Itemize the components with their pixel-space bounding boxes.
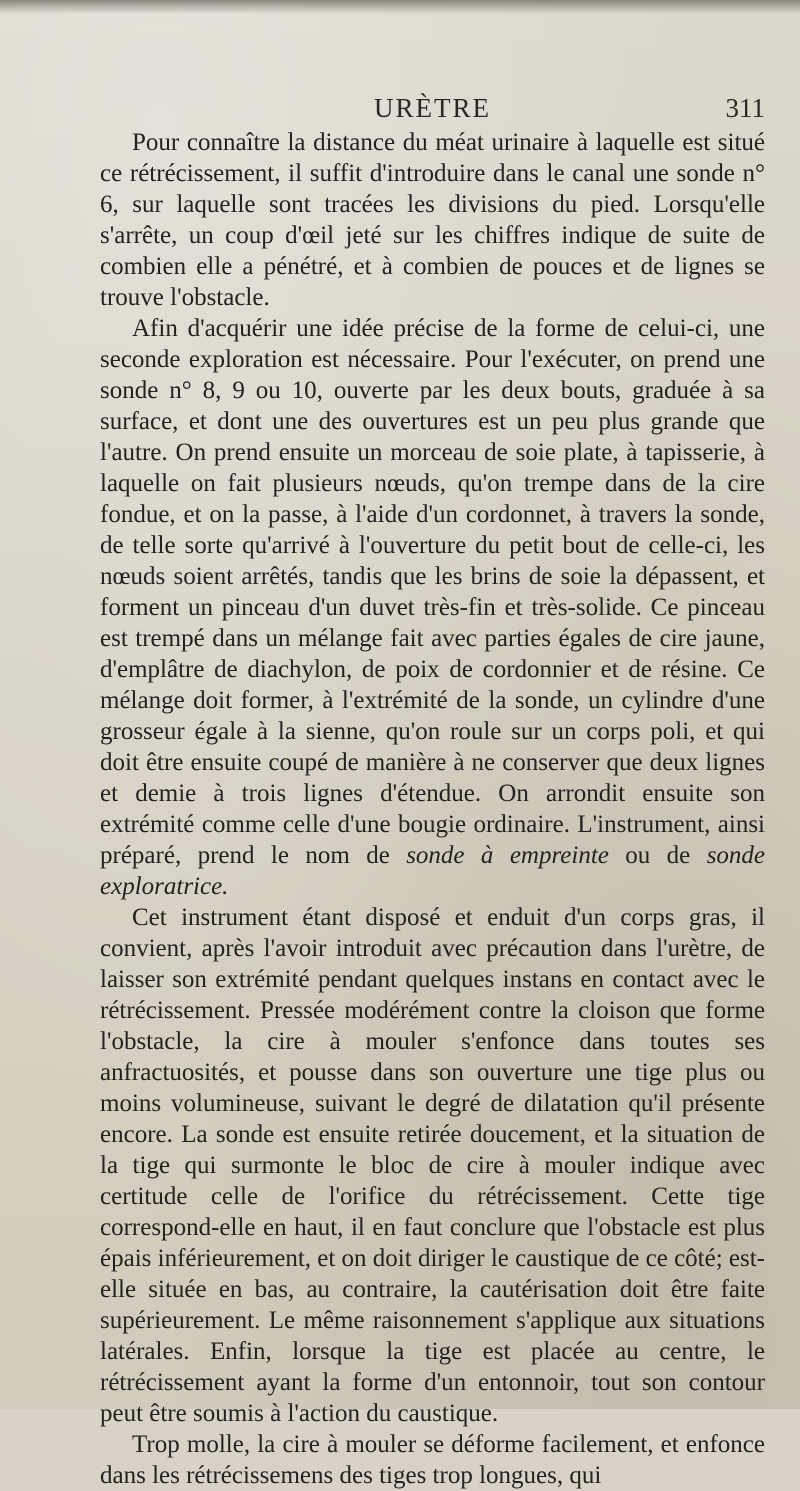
- paragraph-1: Pour connaître la distance du méat urinaire à laquelle est situé ce rétrécissement, il suffit d'introduire dans le canal une sonde n° 6, sur laquelle sont tracées les divisions du pied. Lorsqu'elle s'arrête, un coup d'œil jeté sur les chiffres indique de suite de combien elle a pénétré, et à combien de pouces et de lignes se trouve l'obstacle.: [100, 129, 765, 311]
- page-edge-shadow: [0, 0, 800, 14]
- paragraph-2-text: Afin d'acquérir une idée précise de la forme de celui-ci, une seconde exploration est nécessaire. Pour l'exécuter, on prend une sonde n° 8, 9 ou 10, ouverte par les deux bouts, graduée à sa surface, et dont une des ouvertures est un peu plus grande que l'autre. On prend ensuite un morceau de soie plate, à tapisserie, à laquelle on fait plusieurs nœuds, qu'on trempe dans de la cire fondue, et on la passe, à l'aide d'un cordonnet, à travers la sonde, de telle sorte qu'arrivé à l'ouverture du petit bout de celle-ci, les nœuds soient arrêtés, tandis que les brins de soie la dépassent, et forment un pinceau d'un duvet très-fin et très-solide. Ce pinceau est trempé dans un mélange fait avec parties égales de cire jaune, d'emplâtre de diachylon, de poix de cordonnier et de résine. Ce mélange doit former, à l'extrémité de la sonde, un cylindre d'une grosseur égale à la sienne, qu'on roule sur un corps poli, et qui doit être ensuite coupé de manière à ne conserver que deux lignes et demie à trois lignes d'étendue. On arrondit ensuite son extrémité comme celle d'une bougie ordinaire. L'instrument, ainsi préparé, prend le nom de: [100, 315, 765, 869]
- paragraph-2-or: ou de: [625, 842, 691, 869]
- page-number: 311: [725, 93, 765, 123]
- body-text: [100, 127, 765, 1491]
- paragraph-4: Trop molle, la cire à mouler se déforme facilement, et enfonce dans les rétrécissemens des tiges trop longues, qui: [100, 1431, 765, 1489]
- term-sonde-a-empreinte: sonde à empreinte: [406, 842, 609, 869]
- paragraph-3: Cet instrument étant disposé et enduit d'un corps gras, il convient, après l'avoir introduit avec précaution dans l'urètre, de laisser son extrémité pendant quelques instans en contact avec le rétrécissement. Pressée modérément contre la cloison que forme l'obstacle, la cire à mouler s'enfonce dans toutes ses anfractuosités, et pousse dans son ouverture une tige plus ou moins volumineuse, suivant le degré de dilatation qu'il présente encore. La sonde est ensuite retirée doucement, et la situation de la tige qui surmonte le bloc de cire à mouler indique avec certitude celle de l'orifice du rétrécissement. Cette tige correspond-elle en haut, il en faut conclure que l'obstacle est plus épais inférieurement, et on doit diriger le caustique de ce côté; est-elle située en bas, au contraire, la cautérisation doit être faite supérieurement. Le même raisonnement s'applique aux situations latérales. Enfin, lorsque la tige est placée au centre, le rétrécissement ayant la forme d'un entonnoir, tout son contour peut être soumis à l'action du caustique.: [100, 904, 766, 1427]
- term-sonde-exploratrice: sonde exploratrice.: [100, 842, 766, 900]
- running-head: URÈTRE: [374, 93, 491, 123]
- page-header: [100, 93, 765, 129]
- paragraph-2: [100, 313, 765, 902]
